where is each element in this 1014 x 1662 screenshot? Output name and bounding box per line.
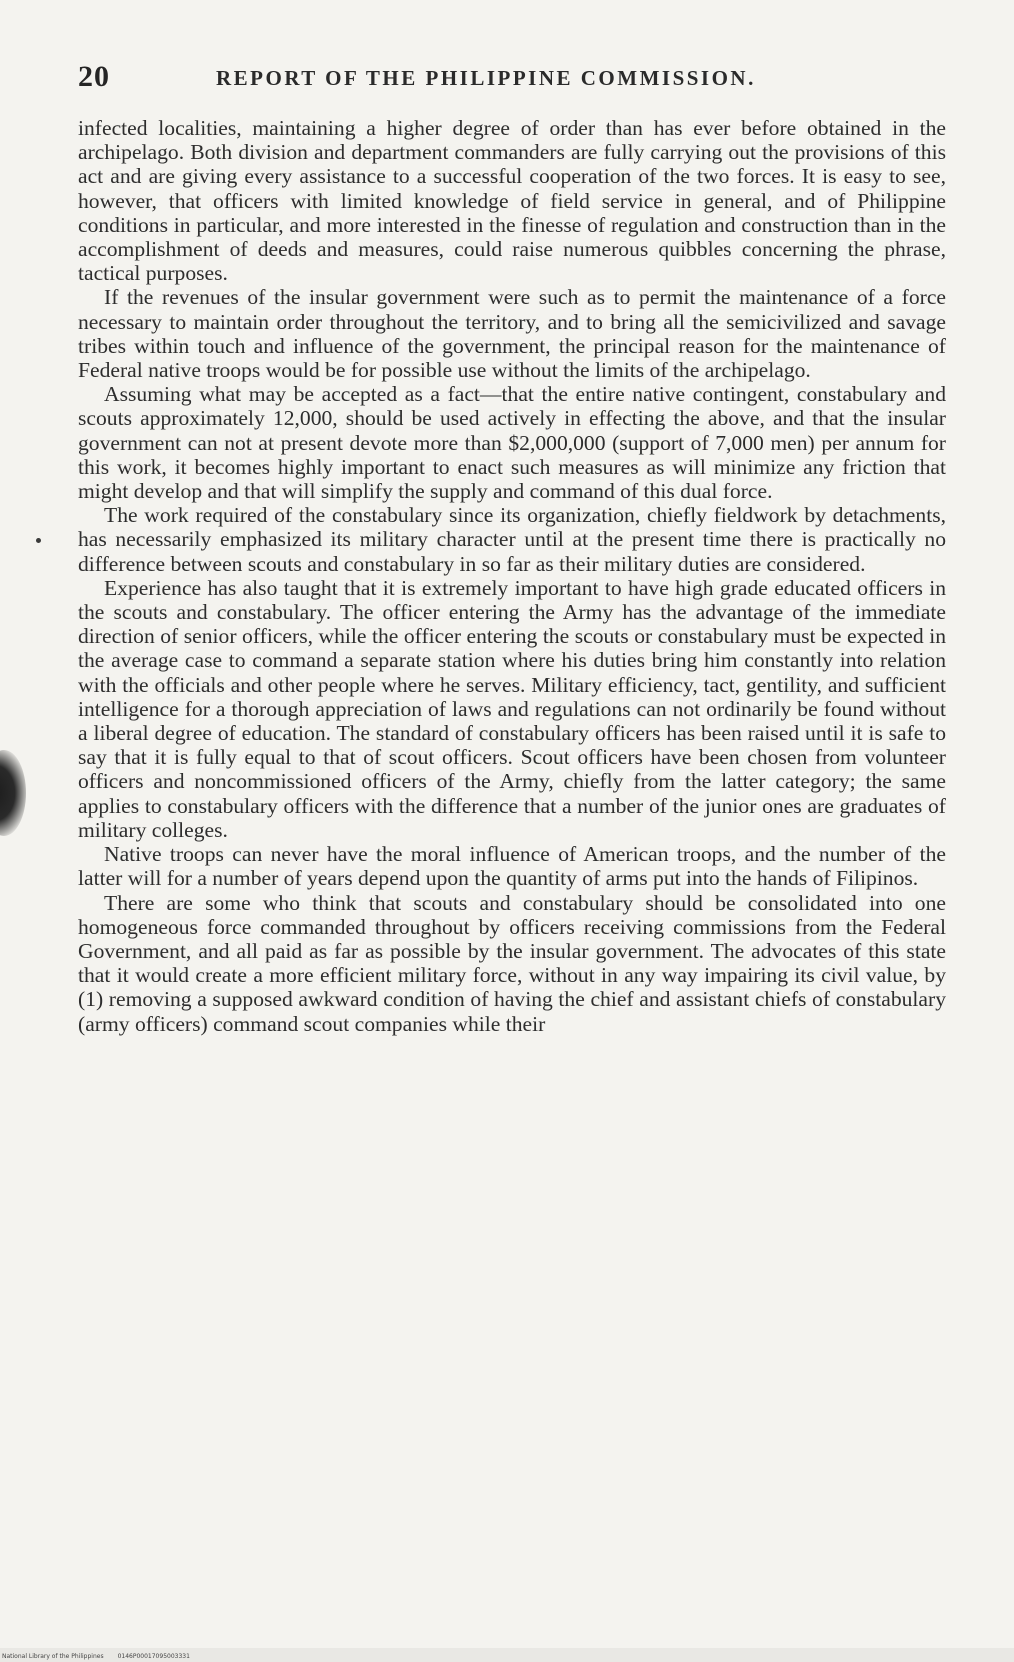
footer-library-name: National Library of the Philippines [2,1653,104,1660]
margin-mark [36,538,41,543]
running-head: REPORT OF THE PHILIPPINE COMMISSION. [216,66,756,90]
footer-document-id: 0146P00017095003331 [117,1653,190,1660]
paragraph-2: If the revenues of the insular government were such as to permit the maintenance of a force necessary to maintain order throughout the territory, and to bring all the semicivilized and savage tribes within touch and influence of the government, the principal reason for the maintenance of Federal native troops would be for possible use without the limits of the archipelago. [78,285,946,383]
paragraph-6: Native troops can never have the moral influence of American troops, and the number of the latter will for a number of years depend upon the quantity of arms put into the hands of Filipinos. [78,842,946,891]
binding-shadow [0,750,26,836]
page-header [78,60,946,100]
paragraph-1: infected localities, maintaining a higher degree of order than has ever before obtained in the archipelago. Both division and department commanders are fully carrying out the provisions of this act and are giving every assistance to a successful cooperation of the two forces. It is easy to see, however, that officers with limited knowledge of field service in general, and of Philippine conditions in particular, and more interested in the finesse of regulation and construction than in the accomplishment of deeds and measures, could raise numerous quibbles concerning the phrase, tactical purposes. [78,116,946,286]
footer-bar [0,1648,1014,1662]
body-text [78,116,946,1036]
page-number: 20 [78,60,110,93]
paragraph-3: Assuming what may be accepted as a fact—that the entire native contingent, constabulary and scouts approximately 12,000, should be used actively in effecting the above, and that the insular government can not at present devote more than $2,000,000 (support of 7,000 men) per annum for this work, it becomes highly important to enact such measures as will minimize any friction that might develop and that will simplify the supply and command of this dual force. [78,382,946,504]
paragraph-4: The work required of the constabulary since its organization, chiefly fieldwork by detachments, has necessarily emphasized its military character until at the present time there is practically no difference between scouts and constabulary in so far as their military duties are considered. [78,503,946,576]
footer-credit [2,1653,190,1660]
paragraph-7: There are some who think that scouts and constabulary should be consolidated into one homogeneous force commanded throughout by officers receiving commissions from the Federal Government, and all paid as far as possible by the insular government. The advocates of this state that it would create a more efficient military force, without in any way impairing its civil value, by (1) removing a supposed awkward condition of having the chief and assistant chiefs of constabulary (army officers) command scout companies while their [78,890,946,1036]
paragraph-5: Experience has also taught that it is extremely important to have high grade educated officers in the scouts and constabulary. The officer entering the Army has the advantage of the immediate direction of senior officers, while the officer entering the scouts or constabulary must be expected in the average case to command a separate station where his duties bring him constantly into relation with the officials and other people where he serves. Military efficiency, tact, gentility, and sufficient intelligence for a thorough appreciation of laws and regulations can not ordinarily be found without a liberal degree of education. The standard of constabulary officers has been raised until it is safe to say that it is fully equal to that of scout officers. Scout officers have been chosen from volunteer officers and noncommissioned officers of the Army, chiefly from the latter category; the same applies to constabulary officers with the difference that a number of the junior ones are graduates of military colleges. [78,575,946,842]
